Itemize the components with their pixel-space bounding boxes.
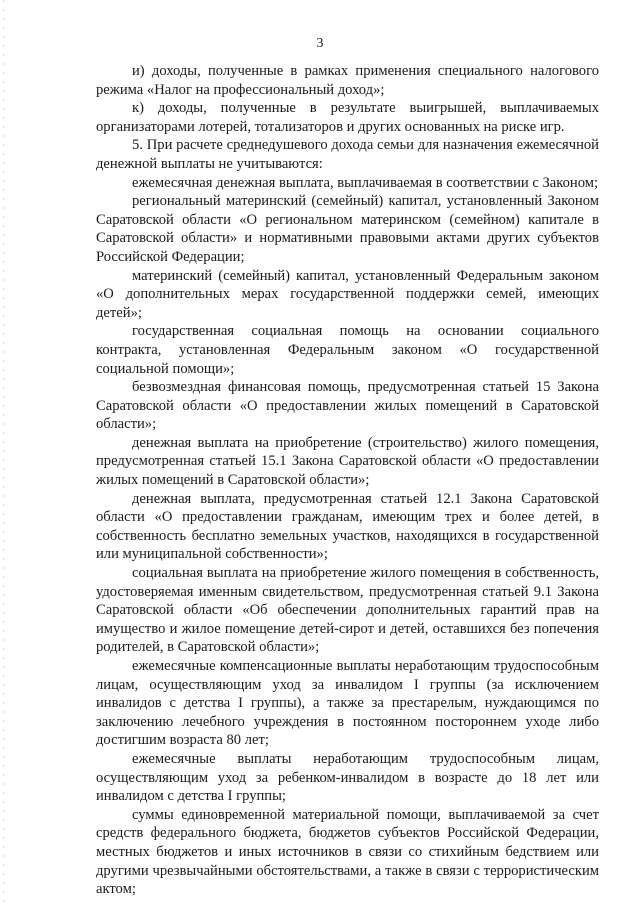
- paragraph-regional-maternity-capital: региональный материнский (семейный) капитал, установленный Законом Саратовской области «О региональном материнском (семейном) капитале в Саратовской области» и нормативными правовыми актами других субъектов Российской Федерации;: [96, 193, 599, 265]
- paragraph-emergency-material-aid: суммы единовременной материальной помощи, выплачиваемой за счет средств федерального бюджета, бюджетов субъектов Российской Федерации, местных бюджетов и иных источников в связи со стихийным бедствием или другими чрезвычайными обстоятельствами, а также в связи с террористическим актом;: [96, 806, 599, 898]
- paragraph-income-professional-tax: и) доходы, полученные в рамках применения специального налогового режима «Налог на профессиональный доход»;: [96, 63, 599, 98]
- paragraph-federal-maternity-capital: материнский (семейный) капитал, установленный Федеральным законом «О дополнительных мерах государственной поддержки семей, имеющих детей»;: [96, 267, 599, 321]
- paragraph-housing-purchase-payment: денежная выплата на приобретение (строительство) жилого помещения, предусмотренная статьей 15.1 Закона Саратовской области «О предоставлении жилых помещений в Саратовской области»;: [96, 434, 599, 489]
- page-number: 3: [316, 36, 324, 51]
- paragraph-orphans-housing-payment: социальная выплата на приобретение жилого помещения в собственность, удостоверяемая именным свидетельством, предусмотренная статьей 9.1 Закона Саратовской области «Об обеспечении дополнительных гарантий прав на имущество и жилое помещение детей-сирот и детей, оставшихся без попечения родителей, в Саратовской области»;: [96, 565, 599, 656]
- paragraph-disabled-child-caregiver: ежемесячные выплаты неработающим трудоспособным лицам, осуществляющим уход за ребенком-инвалидом в возрасте до 18 лет или инвалидом с детства I группы;: [96, 750, 599, 805]
- paragraph-land-plot-payment: денежная выплата, предусмотренная статьей 12.1 Закона Саратовской области «О предоставлении гражданам, имеющим трех и более детей, в собственность бесплатно земельных участков, находящихся в государственной или муниципальной собственности»;: [96, 490, 599, 563]
- document-body: [96, 62, 599, 899]
- paragraph-gratuitous-financial-aid: безвозмездная финансовая помощь, предусмотренная статьей 15 Закона Саратовской области «О предоставлении жилых помещений в Саратовской области»;: [96, 379, 599, 433]
- paragraph-clause-5-heading: 5. При расчете среднедушевого дохода семьи для назначения ежемесячной денежной выплаты не учитываются:: [96, 137, 599, 172]
- paragraph-state-social-assistance: государственная социальная помощь на основании социального контракта, установленная Федеральным законом «О государственной социальной помощи»;: [96, 323, 599, 377]
- paragraph-monthly-payment: ежемесячная денежная выплата, выплачиваемая в соответствии с Законом;: [132, 174, 599, 191]
- paragraph-caregiver-compensation: ежемесячные компенсационные выплаты неработающим трудоспособным лицам, осуществляющим уход за инвалидом I группы (за исключением инвалидов с детства I группы), а также за престарелым, нуждающимся по заключению лечебного учреждения в постоянном постороннем уходе либо достигшим возраста 80 лет;: [96, 658, 599, 749]
- paragraph-income-lottery-winnings: к) доходы, полученные в результате выигрышей, выплачиваемых организаторами лотерей, тотализаторов и других основанных на риске игр.: [96, 100, 599, 135]
- scan-edge-mark: [3, 0, 4, 905]
